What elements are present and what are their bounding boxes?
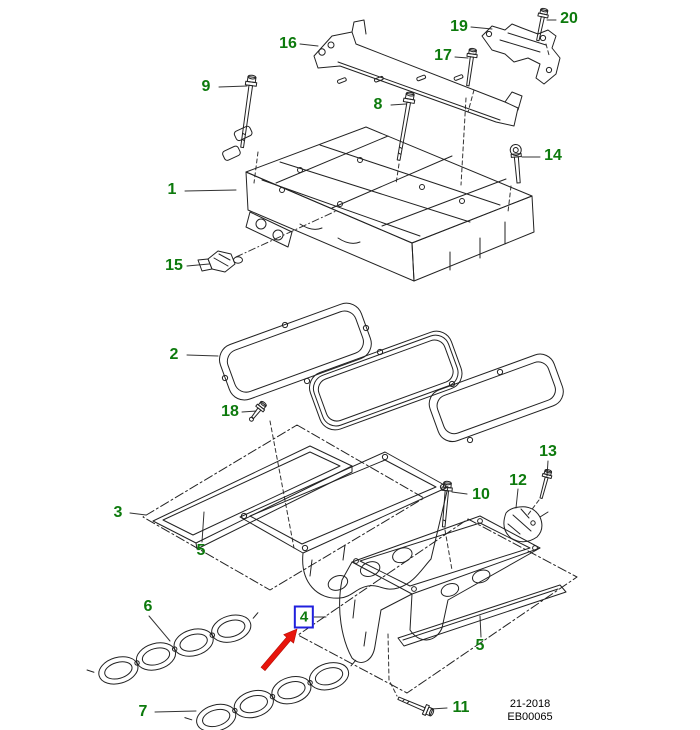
part-12-sensor-block [504,507,548,542]
selection-arrow [261,629,297,671]
group-box-part-3 [143,425,424,590]
part-15-sensor [198,251,243,272]
callout-3[interactable]: 3 [113,504,123,521]
part-13-bolt [537,469,554,500]
callout-4-selected[interactable]: 4 [294,606,314,629]
part-3-lower-manifold-left [153,446,448,598]
part-1-upper-intake-manifold [216,125,534,281]
part-17-bolt [463,48,478,87]
callout-12[interactable]: 12 [509,472,527,489]
part-7-manifold-gasket [181,656,364,730]
callout-9[interactable]: 9 [201,78,211,95]
callout-15[interactable]: 15 [165,257,183,274]
callout-10[interactable]: 10 [472,486,490,503]
callout-16[interactable]: 16 [279,35,297,52]
callout-6[interactable]: 6 [143,598,153,615]
part-8-bolt [393,91,416,161]
figure-reference [494,698,566,723]
callout-18[interactable]: 18 [221,403,239,420]
page-ref: 21-2018 [509,698,551,710]
callout-19[interactable]: 19 [450,18,468,35]
part-2-gasket-set [215,299,568,446]
part-14-socket-bolt [510,144,524,183]
callout-14[interactable]: 14 [544,147,562,164]
callout-11[interactable]: 11 [452,699,470,716]
leader-lines [130,20,556,712]
callout-1[interactable]: 1 [167,181,177,198]
part-11-bolt [396,693,435,717]
callout-5-right[interactable]: 5 [475,637,485,654]
part-6-manifold-gasket [83,608,266,691]
callout-7[interactable]: 7 [138,703,148,720]
callout-2[interactable]: 2 [169,346,179,363]
callout-17[interactable]: 17 [434,47,452,64]
figure-code: EB00065 [507,710,553,723]
callout-13[interactable]: 13 [539,443,557,460]
callout-20[interactable]: 20 [560,10,578,27]
callout-5-left[interactable]: 5 [196,542,206,559]
callout-8[interactable]: 8 [373,96,383,113]
part-4-lower-manifold-right [340,516,566,662]
